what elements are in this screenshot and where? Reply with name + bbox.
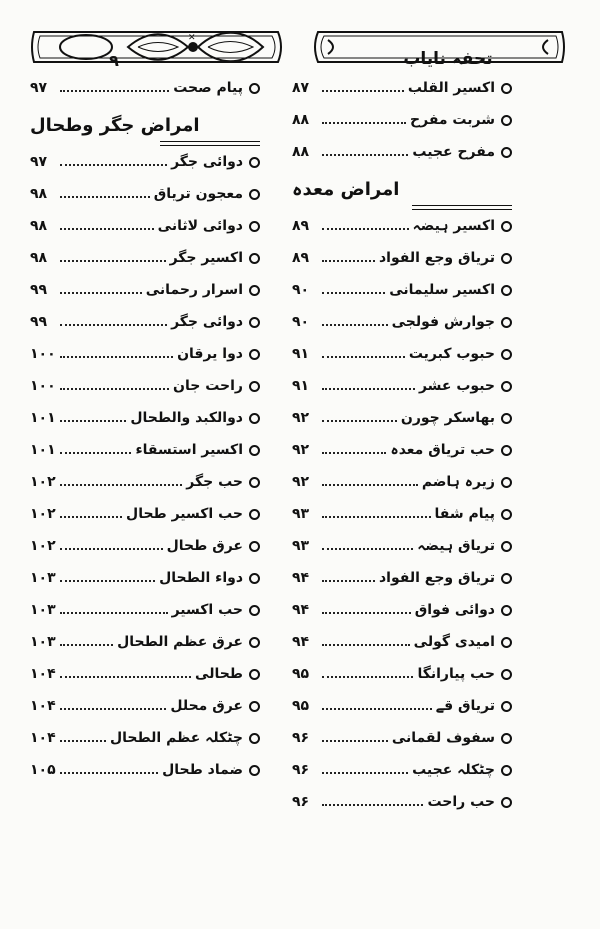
circle-bullet-icon <box>249 637 260 648</box>
entry-page: ۹۶ <box>292 794 310 810</box>
circle-bullet-icon <box>501 115 512 126</box>
circle-bullet-icon <box>501 797 512 808</box>
entry-name: دوائی جگر <box>171 314 243 330</box>
dot-leader <box>322 452 386 454</box>
entry-page: ۱۰۱ <box>30 410 56 426</box>
circle-bullet-icon <box>249 445 260 456</box>
list-item <box>292 754 512 786</box>
left-entry-list <box>30 146 260 786</box>
entry-name: دوائی لاثانی <box>157 218 243 234</box>
entry-name: چٹکلہ عجیب <box>412 762 495 778</box>
entry-page: ۹۸ <box>30 186 48 202</box>
entry-page: ۹۵ <box>292 666 310 682</box>
entry-name: حب تریاق معدہ <box>390 442 495 458</box>
dot-leader <box>322 388 415 390</box>
list-item <box>30 178 260 210</box>
entry-page: ۸۸ <box>292 144 310 160</box>
list-item <box>292 722 512 754</box>
entry-page: ۱۰۳ <box>30 570 56 586</box>
entry-name: سفوف لقمانی <box>391 730 495 746</box>
circle-bullet-icon <box>501 83 512 94</box>
entry-name: راحت جان <box>173 378 243 394</box>
dot-leader <box>60 452 131 454</box>
list-item <box>30 594 260 626</box>
dot-leader <box>322 548 413 550</box>
entry-page: ۱۰۱ <box>30 442 56 458</box>
list-item <box>30 72 260 104</box>
circle-bullet-icon <box>249 509 260 520</box>
dot-leader <box>322 228 409 230</box>
entry-name: حب اکسیر <box>171 602 243 618</box>
circle-bullet-icon <box>501 509 512 520</box>
dot-leader <box>60 612 168 614</box>
entry-page: ۱۰۰ <box>30 346 56 362</box>
entry-name: اکسیر ہیضہ <box>412 218 495 234</box>
dot-leader <box>60 676 191 678</box>
circle-bullet-icon <box>249 669 260 680</box>
list-item <box>30 242 260 274</box>
entry-page: ۹۷ <box>30 154 48 170</box>
entry-name: تریاق ہیضہ <box>417 538 495 554</box>
entry-page: ۱۰۲ <box>30 474 56 490</box>
entry-name: معجون تریاق <box>153 186 243 202</box>
entry-page: ۹۴ <box>292 602 310 618</box>
dot-leader <box>322 580 375 582</box>
entry-page: ۱۰۳ <box>30 634 56 650</box>
dot-leader <box>60 580 155 582</box>
list-item <box>292 466 512 498</box>
dot-leader <box>322 356 405 358</box>
entry-name: دوالکبد والطحال <box>130 410 243 426</box>
circle-bullet-icon <box>501 573 512 584</box>
list-item <box>292 786 512 818</box>
entry-name: دواء الطحال <box>159 570 243 586</box>
circle-bullet-icon <box>249 189 260 200</box>
entry-name: اکسیر جگر <box>169 250 243 266</box>
entry-name: امیدی گولی <box>413 634 495 650</box>
circle-bullet-icon <box>249 221 260 232</box>
right-entry-list <box>292 210 512 818</box>
list-item <box>292 690 512 722</box>
circle-bullet-icon <box>249 541 260 552</box>
entry-page: ۱۰۲ <box>30 538 56 554</box>
list-item <box>292 498 512 530</box>
list-item <box>30 626 260 658</box>
svg-text:✕: ✕ <box>188 33 196 43</box>
entry-name: پیام شفا <box>434 506 495 522</box>
circle-bullet-icon <box>501 701 512 712</box>
entry-page: ۹۸ <box>30 218 48 234</box>
entry-page: ۹۱ <box>292 346 310 362</box>
list-item <box>292 104 512 136</box>
entry-name: حب اکسیر طحال <box>126 506 243 522</box>
entry-name: پیام صحت <box>173 80 243 96</box>
dot-leader <box>60 388 169 390</box>
entry-name: عرق محلل <box>170 698 243 714</box>
dot-leader <box>60 90 169 92</box>
entry-name: مفرح عجیب <box>412 144 495 160</box>
entry-page: ۹۳ <box>292 506 310 522</box>
left-column <box>30 72 260 786</box>
dot-leader <box>60 196 150 198</box>
circle-bullet-icon <box>501 669 512 680</box>
list-item <box>30 146 260 178</box>
dot-leader <box>322 804 423 806</box>
list-item <box>30 658 260 690</box>
dot-leader <box>322 484 418 486</box>
entry-page: ۱۰۴ <box>30 666 56 682</box>
entry-page: ۸۷ <box>292 80 310 96</box>
list-item <box>292 658 512 690</box>
entry-page: ۹۶ <box>292 730 310 746</box>
list-item <box>30 722 260 754</box>
entry-name: جوارش فولجی <box>391 314 495 330</box>
entry-page: ۹۸ <box>30 250 48 266</box>
circle-bullet-icon <box>501 221 512 232</box>
circle-bullet-icon <box>501 733 512 744</box>
circle-bullet-icon <box>501 765 512 776</box>
entry-name: دوائی جگر <box>171 154 243 170</box>
entry-page: ۹۴ <box>292 634 310 650</box>
entry-page: ۱۰۲ <box>30 506 56 522</box>
page-number: ۹ <box>109 51 119 70</box>
entry-name: حب راحت <box>427 794 495 810</box>
circle-bullet-icon <box>249 83 260 94</box>
circle-bullet-icon <box>501 349 512 360</box>
dot-leader <box>322 644 410 646</box>
entry-page: ۹۲ <box>292 442 310 458</box>
entry-name: اکسیر استسقاء <box>135 442 243 458</box>
dot-leader <box>60 484 182 486</box>
entry-page: ۹۷ <box>30 80 48 96</box>
circle-bullet-icon <box>249 157 260 168</box>
list-item <box>292 562 512 594</box>
entry-page: ۱۰۰ <box>30 378 56 394</box>
section-heading <box>292 168 512 210</box>
list-item <box>292 136 512 168</box>
entry-page: ۹۳ <box>292 538 310 554</box>
dot-leader <box>60 708 166 710</box>
dot-leader <box>60 548 163 550</box>
list-item <box>30 434 260 466</box>
entry-name: بھاسکر چورن <box>400 410 495 426</box>
circle-bullet-icon <box>501 477 512 488</box>
entry-page: ۱۰۳ <box>30 602 56 618</box>
entry-page: ۹۲ <box>292 410 310 426</box>
entry-page: ۹۶ <box>292 762 310 778</box>
dot-leader <box>322 420 397 422</box>
circle-bullet-icon <box>501 445 512 456</box>
dot-leader <box>60 772 158 774</box>
entry-page: ۹۲ <box>292 474 310 490</box>
dot-leader <box>60 740 106 742</box>
circle-bullet-icon <box>249 381 260 392</box>
dot-leader <box>322 260 375 262</box>
section-heading <box>30 104 260 146</box>
list-item <box>30 402 260 434</box>
circle-bullet-icon <box>249 701 260 712</box>
dot-leader <box>60 260 166 262</box>
list-item <box>30 498 260 530</box>
entry-name: تریاق قے <box>435 698 495 714</box>
entry-page: ۹۰ <box>292 314 310 330</box>
dot-leader <box>322 612 411 614</box>
dot-leader <box>322 154 408 156</box>
list-item <box>292 434 512 466</box>
circle-bullet-icon <box>249 573 260 584</box>
entry-page: ۹۰ <box>292 282 310 298</box>
list-item <box>30 562 260 594</box>
circle-bullet-icon <box>501 541 512 552</box>
section-title: امراض معدہ <box>292 178 400 200</box>
circle-bullet-icon <box>249 477 260 488</box>
dot-leader <box>322 740 388 742</box>
entry-name: تریاق وجع الفواد <box>379 250 495 266</box>
dot-leader <box>60 356 173 358</box>
entry-name: اکسیر سلیمانی <box>389 282 495 298</box>
list-item <box>292 626 512 658</box>
dot-leader <box>322 772 408 774</box>
list-item <box>292 338 512 370</box>
circle-bullet-icon <box>249 253 260 264</box>
entry-page: ۹۴ <box>292 570 310 586</box>
entry-page: ۸۹ <box>292 250 310 266</box>
list-item <box>292 530 512 562</box>
entry-name: زیرہ ہاضم <box>421 474 495 490</box>
list-item <box>292 274 512 306</box>
list-item <box>30 338 260 370</box>
circle-bullet-icon <box>249 605 260 616</box>
list-item <box>30 754 260 786</box>
dot-leader <box>60 324 167 326</box>
circle-bullet-icon <box>501 317 512 328</box>
list-item <box>292 210 512 242</box>
entry-page: ۱۰۵ <box>30 762 56 778</box>
list-item <box>292 402 512 434</box>
right-column <box>292 72 512 818</box>
dot-leader <box>322 516 431 518</box>
page-header <box>28 18 568 76</box>
list-item <box>30 274 260 306</box>
circle-bullet-icon <box>501 253 512 264</box>
entry-page: ۹۱ <box>292 378 310 394</box>
circle-bullet-icon <box>249 733 260 744</box>
entry-name: چٹکلہ عظم الطحال <box>110 730 243 746</box>
dot-leader <box>322 708 432 710</box>
dot-leader <box>322 90 404 92</box>
entry-name: عرق عظم الطحال <box>117 634 243 650</box>
circle-bullet-icon <box>249 317 260 328</box>
dot-leader <box>60 292 142 294</box>
list-item <box>30 210 260 242</box>
circle-bullet-icon <box>249 285 260 296</box>
list-item <box>30 370 260 402</box>
section-title: امراض جگر وطحال <box>30 114 200 136</box>
circle-bullet-icon <box>501 381 512 392</box>
list-item <box>292 72 512 104</box>
circle-bullet-icon <box>249 413 260 424</box>
circle-bullet-icon <box>501 413 512 424</box>
heading-underline <box>412 205 512 206</box>
list-item <box>30 466 260 498</box>
heading-underline <box>160 141 260 142</box>
entry-page: ۱۰۴ <box>30 730 56 746</box>
entry-page: ۹۵ <box>292 698 310 714</box>
circle-bullet-icon <box>501 285 512 296</box>
list-item <box>292 594 512 626</box>
dot-leader <box>322 676 413 678</box>
list-item <box>292 242 512 274</box>
entry-name: ضماد طحال <box>162 762 243 778</box>
entry-name: تریاق وجع الفواد <box>379 570 495 586</box>
dot-leader <box>322 122 406 124</box>
entry-name: حب جگر <box>186 474 243 490</box>
entry-name: دوائی فواق <box>414 602 495 618</box>
circle-bullet-icon <box>501 605 512 616</box>
dot-leader <box>60 420 126 422</box>
entry-name: اسرار رحمانی <box>145 282 243 298</box>
entry-page: ۸۸ <box>292 112 310 128</box>
entry-name: طحالی <box>195 666 243 682</box>
entry-name: عرق طحال <box>166 538 243 554</box>
dot-leader <box>60 516 122 518</box>
entry-name: اکسیر القلب <box>407 80 495 96</box>
list-item <box>30 690 260 722</box>
entry-page: ۱۰۴ <box>30 698 56 714</box>
dot-leader <box>60 228 154 230</box>
list-item <box>30 530 260 562</box>
entry-name: شربت مفرح <box>410 112 495 128</box>
entry-name: دوا یرقان <box>177 346 243 362</box>
circle-bullet-icon <box>501 637 512 648</box>
dot-leader <box>60 644 113 646</box>
dot-leader <box>60 164 167 166</box>
list-item <box>292 306 512 338</box>
list-item <box>292 370 512 402</box>
entry-name: حب پیارانگا <box>417 666 495 682</box>
entry-name: حبوب عشر <box>418 378 495 394</box>
entry-page: ۹۹ <box>30 282 48 298</box>
entry-name: حبوب کبریت <box>408 346 495 362</box>
dot-leader <box>322 324 388 326</box>
circle-bullet-icon <box>501 147 512 158</box>
entry-page: ۸۹ <box>292 218 310 234</box>
circle-bullet-icon <box>249 349 260 360</box>
list-item <box>30 306 260 338</box>
running-title: تحفہ نایاب <box>403 49 493 69</box>
dot-leader <box>322 292 385 294</box>
entry-page: ۹۹ <box>30 314 48 330</box>
circle-bullet-icon <box>249 765 260 776</box>
